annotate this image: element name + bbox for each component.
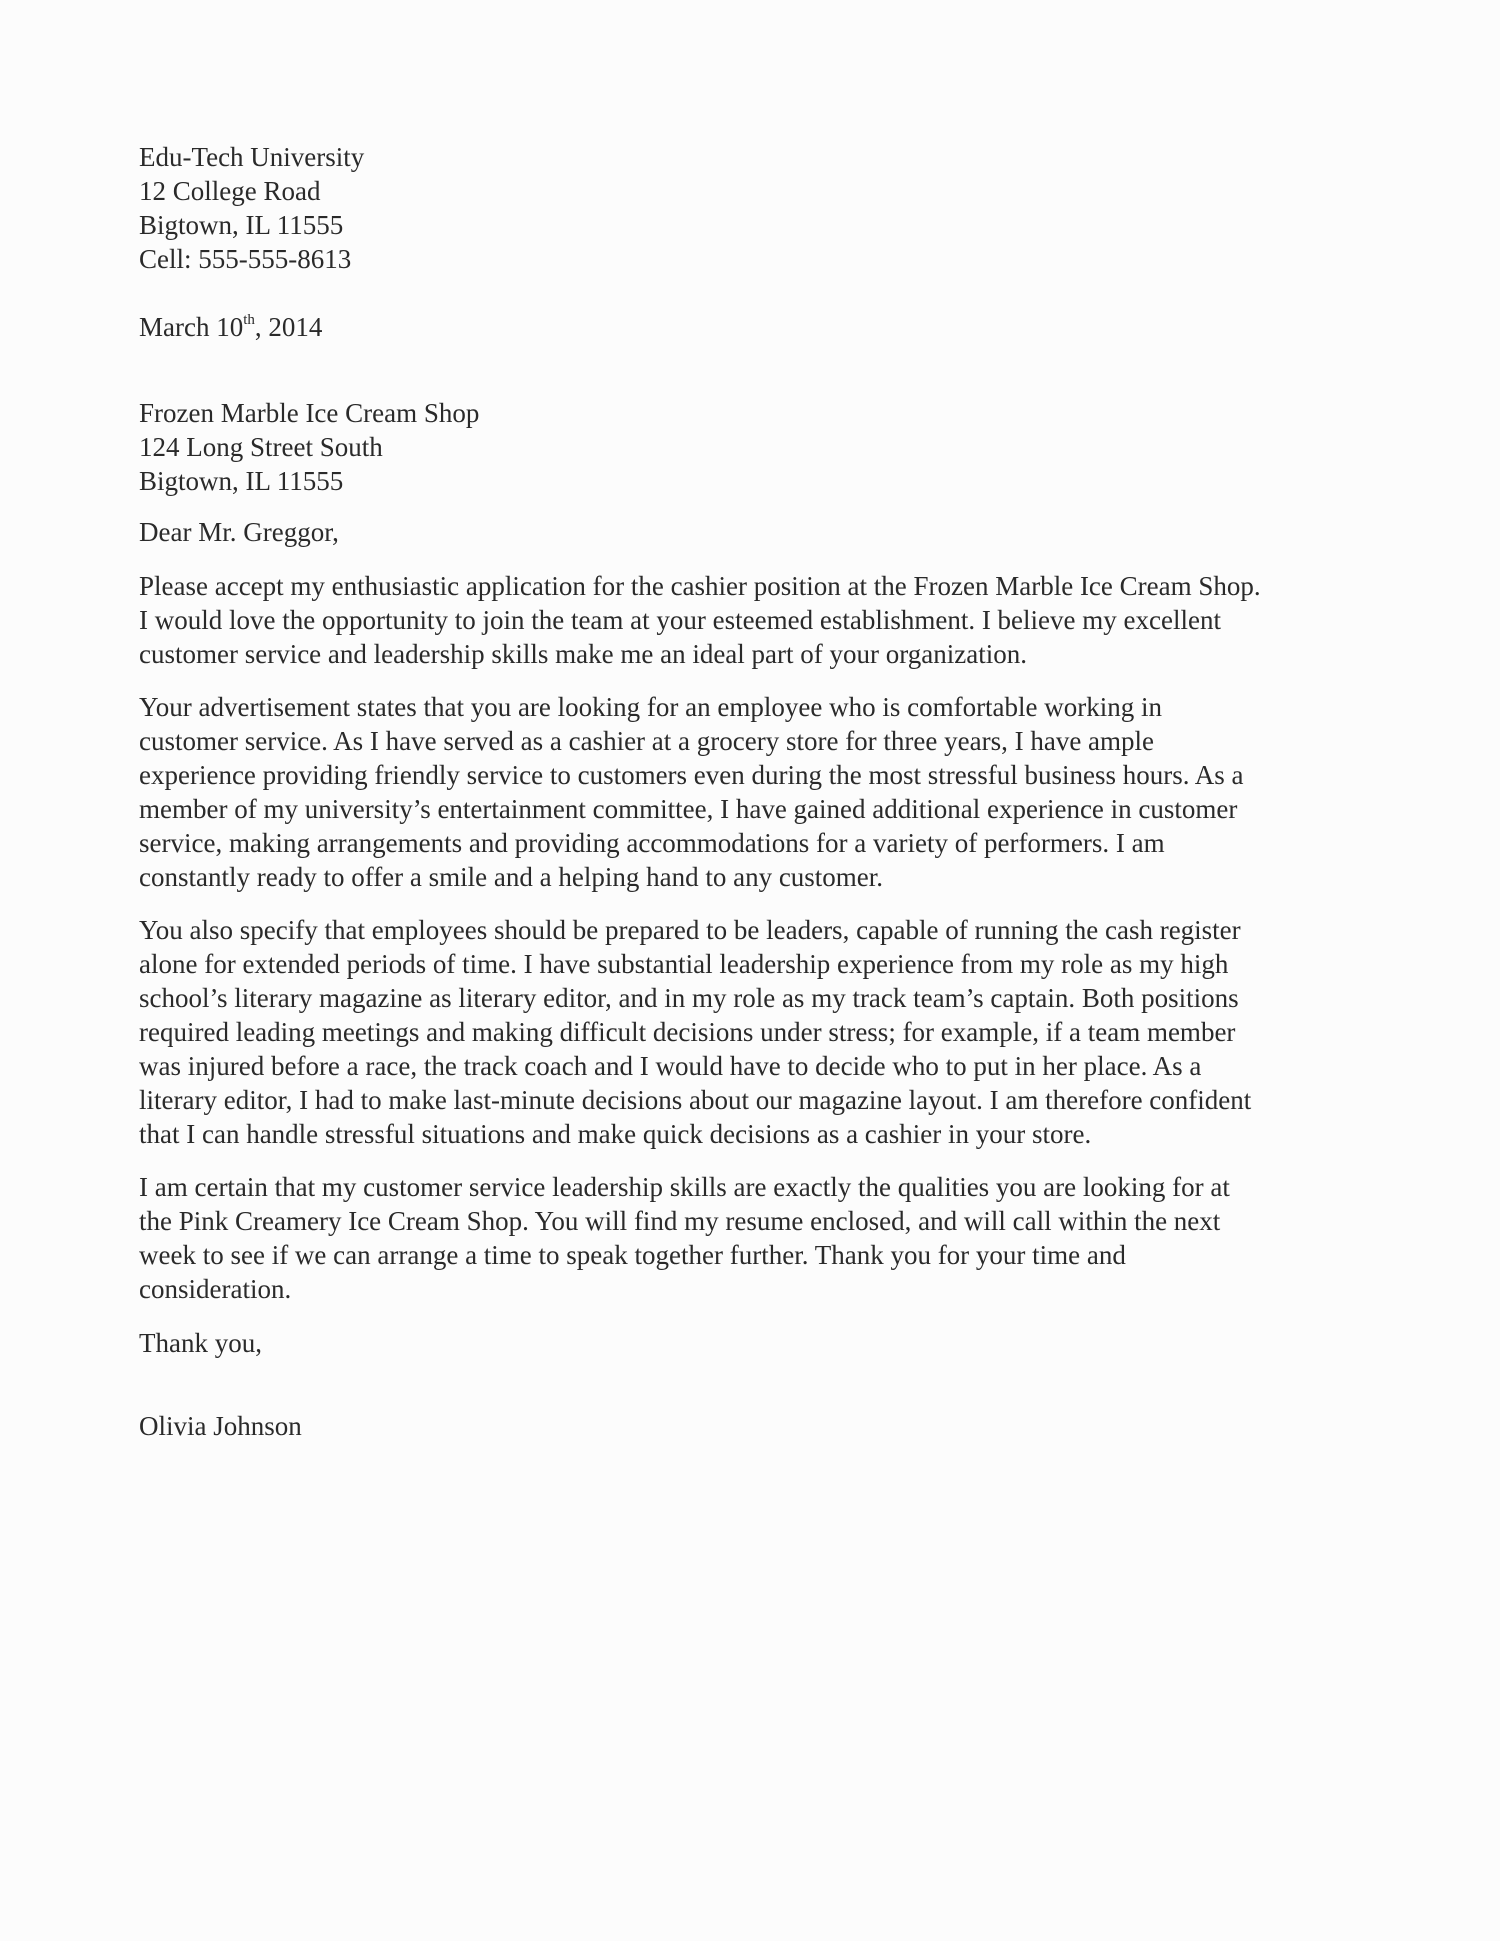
paragraph-line: I would love the opportunity to join the team at your esteemed establishment. I believe my excellent	[139, 605, 1221, 635]
sender-line: Bigtown, IL 11555	[139, 210, 344, 240]
sender-line: 12 College Road	[139, 176, 321, 206]
paragraph-line: service, making arrangements and providing accommodations for a variety of performers. I am	[139, 828, 1165, 858]
paragraph-line: I am certain that my customer service leadership skills are exactly the qualities you are looking for at	[139, 1172, 1230, 1202]
date-ordinal: th	[243, 312, 255, 328]
paragraph-line: constantly ready to offer a smile and a helping hand to any customer.	[139, 862, 884, 892]
salutation-text: Dear Mr. Greggor,	[139, 517, 339, 547]
closing	[139, 1326, 1379, 1360]
signature-name: Olivia Johnson	[139, 1411, 302, 1441]
recipient-line: 124 Long Street South	[139, 432, 383, 462]
paragraph-line: member of my university’s entertainment committee, I have gained additional experience in customer	[139, 794, 1238, 824]
body-paragraph-4	[139, 1170, 1379, 1306]
body-paragraph-1	[139, 569, 1379, 671]
paragraph-line: that I can handle stressful situations and make quick decisions as a cashier in your store.	[139, 1119, 1092, 1149]
recipient-line: Frozen Marble Ice Cream Shop	[139, 398, 480, 428]
date-month-day: March 10	[139, 312, 244, 342]
sender-line: Cell: 555-555-8613	[139, 244, 352, 274]
date-year: , 2014	[254, 312, 323, 342]
sender-address	[139, 140, 1379, 276]
recipient-address	[139, 396, 1379, 498]
sender-line: Edu-Tech University	[139, 142, 365, 172]
paragraph-line: customer service and leadership skills make me an ideal part of your organization.	[139, 639, 1027, 669]
closing-text: Thank you,	[139, 1328, 262, 1358]
paragraph-line: You also specify that employees should be prepared to be leaders, capable of running the cash register	[139, 915, 1241, 945]
paragraph-line: experience providing friendly service to customers even during the most stressful business hours. As a	[139, 760, 1244, 790]
paragraph-line: was injured before a race, the track coach and I would have to decide who to put in her place. As a	[139, 1051, 1202, 1081]
letter-date	[139, 310, 1379, 344]
signature	[139, 1409, 1379, 1443]
body-paragraph-3	[139, 913, 1379, 1151]
paragraph-line: school’s literary magazine as literary editor, and in my role as my track team’s captain. Both positions	[139, 983, 1239, 1013]
paragraph-line: Please accept my enthusiastic application for the cashier position at the Frozen Marble Ice Cream Shop.	[139, 571, 1261, 601]
paragraph-line: the Pink Creamery Ice Cream Shop. You will find my resume enclosed, and will call within the next	[139, 1206, 1221, 1236]
paragraph-line: required leading meetings and making difficult decisions under stress; for example, if a team member	[139, 1017, 1236, 1047]
salutation	[139, 515, 1379, 549]
paragraph-line: consideration.	[139, 1274, 292, 1304]
body-paragraph-2	[139, 690, 1379, 894]
cover-letter	[139, 140, 1379, 1443]
paragraph-line: literary editor, I had to make last-minute decisions about our magazine layout. I am therefore confident	[139, 1085, 1252, 1115]
paragraph-line: Your advertisement states that you are looking for an employee who is comfortable working in	[139, 692, 1163, 722]
recipient-line: Bigtown, IL 11555	[139, 466, 344, 496]
paragraph-line: customer service. As I have served as a cashier at a grocery store for three years, I have ample	[139, 726, 1155, 756]
paragraph-line: week to see if we can arrange a time to speak together further. Thank you for your time and	[139, 1240, 1126, 1270]
paragraph-line: alone for extended periods of time. I have substantial leadership experience from my role as my high	[139, 949, 1229, 979]
